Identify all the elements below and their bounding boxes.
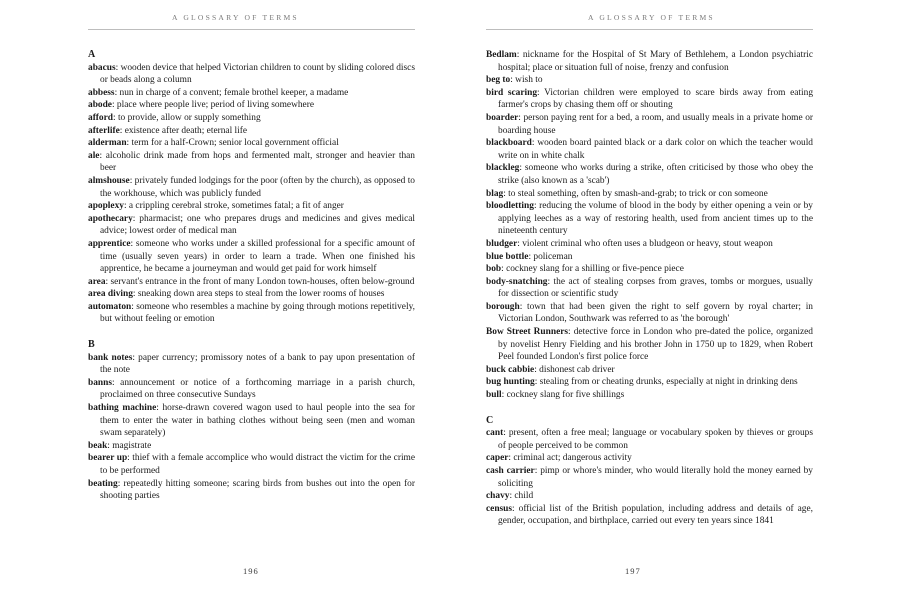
glossary-definition: : alcoholic drink made from hops and fermented malt, stronger and heavier than beer — [99, 150, 415, 174]
glossary-term: abacus — [88, 62, 116, 73]
glossary-entry — [88, 402, 415, 440]
glossary-definition: : wooden device that helped Victorian children to count by sliding colored discs or beads along a column — [100, 62, 415, 86]
glossary-term: bathing machine — [88, 403, 157, 414]
glossary-definition: : child — [509, 491, 534, 502]
glossary-entry — [486, 49, 813, 74]
glossary-entry — [486, 200, 813, 238]
glossary-entry — [486, 162, 813, 187]
glossary-column — [88, 49, 415, 503]
section-letter: B — [88, 339, 95, 351]
glossary-definition: : to steal something, often by smash-and-grab; to trick or con someone — [503, 188, 768, 199]
glossary-section — [88, 49, 415, 326]
glossary-term: Bedlam — [486, 50, 517, 60]
glossary-definition: : reducing the volume of blood in the body by either opening a vein or by applying leeches as a way of restoring health, used from ancient times up to the nineteenth century — [498, 201, 813, 237]
glossary-term: banns — [88, 377, 112, 388]
glossary-term: bull — [486, 390, 502, 401]
section-letter: C — [486, 414, 494, 426]
glossary-definition: : servant's entrance in the front of many London town-houses, often below-ground — [105, 276, 415, 287]
glossary-definition: : violent criminal who often uses a bludgeon or heavy, stout weapon — [517, 238, 773, 249]
glossary-entry — [486, 301, 813, 326]
glossary-term: bloodletting — [486, 201, 534, 212]
glossary-entry — [486, 364, 813, 377]
glossary-term: area diving — [88, 289, 133, 300]
glossary-definition: : magistrate — [107, 440, 152, 451]
glossary-definition: : paper currency; promissory notes of a bank to pay upon presentation of the note — [100, 352, 415, 376]
glossary-term: beg to — [486, 75, 511, 86]
glossary-definition: : the act of stealing corpses from graves, tombs or morgues, usually for dissection or scientific study — [498, 276, 813, 300]
glossary-term: afterlife — [88, 125, 120, 136]
glossary-section — [486, 49, 813, 402]
glossary-term: area — [88, 276, 106, 287]
glossary-term: abode — [88, 100, 112, 111]
glossary-definition: : wooden board painted black or a dark color on which the teacher would write on in white chalk — [498, 138, 813, 161]
glossary-definition: : thief with a female accomplice who would distract the victim for the crime to be performed — [100, 453, 415, 476]
glossary-definition: : cockney slang for five shillings — [501, 390, 625, 401]
glossary-entry — [88, 440, 415, 453]
glossary-entry — [88, 137, 415, 150]
glossary-entry — [88, 288, 415, 301]
glossary-entry — [486, 251, 813, 264]
glossary-definition: : someone who works under a skilled professional for a specific amount of time (usually seven years) in order to learn a trade. When one finished his apprentice, he became a journeyman and would get paid for work himself — [100, 238, 415, 275]
glossary-term: bludger — [486, 238, 518, 249]
glossary-term: boarder — [486, 112, 519, 123]
glossary-entry — [486, 188, 813, 201]
glossary-definition: : stealing from or cheating drunks, especially at night in drinking dens — [534, 377, 798, 388]
glossary-definition: : detective force in London who pre-dated the police, organized by novelist Henry Fielding and his brother John in 1750 up to 1829, when Robert Peel founded London's first police force — [498, 327, 813, 363]
glossary-term: bird scaring — [486, 87, 538, 98]
glossary-term: almshouse — [88, 175, 130, 186]
glossary-definition: : nun in charge of a convent; female brothel keeper, a madame — [114, 87, 349, 98]
glossary-entry — [88, 213, 415, 238]
header-rule — [486, 29, 813, 30]
glossary-entry — [486, 276, 813, 301]
glossary-definition: : official list of the British population, including address and details of age, gender, occupation, and birthplace, carried out every ten years since 1841 — [498, 503, 813, 527]
glossary-entry — [88, 150, 415, 175]
glossary-definition: : privately funded lodgings for the poor (often by the church), as opposed to the workhouse, which was publicly funded — [100, 175, 415, 199]
glossary-definition: : dishonest cab driver — [534, 364, 615, 375]
glossary-definition: : cockney slang for a shilling or five-pence piece — [501, 264, 684, 275]
section-letter: A — [88, 49, 96, 60]
glossary-entry — [88, 112, 415, 125]
glossary-entry — [486, 465, 813, 490]
right-page — [450, 0, 900, 600]
glossary-entry — [486, 490, 813, 503]
glossary-definition: : repeatedly hitting someone; scaring birds from bushes out into the open for shooting parties — [100, 478, 415, 502]
glossary-definition: : place where people live; period of living somewhere — [111, 100, 314, 111]
glossary-entry — [486, 238, 813, 251]
glossary-term: apothecary — [88, 213, 133, 224]
glossary-term: bug hunting — [486, 377, 535, 388]
glossary-term: apprentice — [88, 238, 131, 249]
glossary-term: ale — [88, 150, 100, 161]
glossary-entry — [486, 137, 813, 162]
glossary-definition: : announcement or notice of a forthcoming marriage in a parish church, proclaimed on three consecutive Sundays — [100, 377, 415, 401]
glossary-definition: : horse-drawn covered wagon used to haul people into the sea for them to enter the water in bathing clothes without being seen (men and woman swam separately) — [100, 403, 415, 439]
glossary-section — [486, 415, 813, 528]
glossary-term: beak — [88, 440, 108, 451]
glossary-definition: : Victorian children were employed to scare birds away from eating farmer's crops by chasing them off or shouting — [498, 87, 814, 111]
glossary-term: caper — [486, 453, 509, 464]
glossary-definition: : pharmacist; one who prepares drugs and medicines and gives medical advice; lowest order of medical man — [100, 213, 415, 237]
page-number: 196 — [243, 566, 259, 576]
glossary-entry — [88, 377, 415, 402]
glossary-entry — [88, 238, 415, 276]
glossary-term: bearer up — [88, 453, 128, 464]
glossary-definition: : policeman — [528, 251, 573, 262]
glossary-entry — [88, 301, 415, 326]
glossary-entry — [486, 326, 813, 364]
glossary-term: chavy — [486, 491, 510, 502]
glossary-entry — [88, 87, 415, 100]
glossary-definition: : pimp or whore's minder, who would literally hold the money earned by soliciting — [498, 466, 813, 489]
glossary-entry — [88, 200, 415, 213]
glossary-definition: : someone who works during a strike, often criticised by those who obey the strike (also known as a 'scab') — [498, 163, 813, 186]
glossary-column — [486, 49, 813, 528]
glossary-term: borough — [486, 301, 520, 312]
glossary-entry — [486, 74, 813, 87]
glossary-term: abbess — [88, 87, 115, 98]
glossary-definition: : nickname for the Hospital of St Mary of Bethlehem, a London psychiatric hospital; place or situation full of noise, frenzy and confusion — [498, 50, 813, 73]
glossary-term: blackboard — [486, 138, 532, 149]
running-head: A GLOSSARY OF TERMS — [588, 13, 715, 22]
glossary-entry — [88, 99, 415, 112]
glossary-entry — [486, 389, 813, 402]
glossary-section — [88, 339, 415, 503]
glossary-term: blag — [486, 188, 504, 199]
glossary-entry — [486, 87, 813, 112]
glossary-term: census — [486, 503, 513, 514]
glossary-term: body-snatching — [486, 276, 548, 287]
glossary-definition: : a crippling cerebral stroke, sometimes fatal; a fit of anger — [123, 201, 344, 212]
glossary-entry — [88, 452, 415, 477]
glossary-definition: : present, often a free meal; language or vocabulary spoken by thieves or groups of people perceived to be common — [498, 428, 813, 451]
glossary-entry — [486, 112, 813, 137]
page-number: 197 — [625, 566, 641, 576]
glossary-term: apoplexy — [88, 201, 124, 212]
glossary-term: blue bottle — [486, 251, 529, 262]
glossary-entry — [486, 452, 813, 465]
glossary-term: cash carrier — [486, 466, 535, 476]
glossary-term: bank notes — [88, 352, 133, 363]
glossary-entry — [88, 352, 415, 377]
glossary-definition: : wish to — [510, 75, 543, 86]
glossary-definition: : existence after death; eternal life — [119, 125, 248, 136]
glossary-definition: : criminal act; dangerous activity — [508, 453, 632, 464]
glossary-term: buck cabbie — [486, 364, 535, 375]
glossary-definition: : to provide, allow or supply something — [113, 112, 261, 123]
glossary-definition: : term for a half-Crown; senior local government official — [126, 138, 339, 149]
glossary-term: bob — [486, 264, 502, 275]
glossary-entry — [88, 276, 415, 289]
glossary-term: cant — [486, 428, 504, 439]
glossary-definition: : sneaking down area steps to steal from the lower rooms of houses — [132, 289, 385, 300]
glossary-entry — [88, 125, 415, 138]
glossary-entry — [88, 175, 415, 200]
glossary-definition: : town that had been given the right to self govern by royal charter; in Victorian London, Southwark was referred to as 'the borough' — [498, 301, 813, 325]
glossary-definition: : someone who resembles a machine by going through motions repetitively, but without feeling or emotion — [100, 301, 415, 325]
glossary-term: automaton — [88, 301, 132, 312]
glossary-entry — [486, 376, 813, 389]
glossary-definition: : person paying rent for a bed, a room, and usually meals in a private home or boarding house — [498, 112, 813, 136]
glossary-term: blackleg — [486, 163, 520, 174]
glossary-entry — [486, 503, 813, 528]
glossary-entry — [486, 427, 813, 452]
running-head: A GLOSSARY OF TERMS — [172, 13, 299, 22]
glossary-term: Bow Street Runners — [486, 327, 569, 338]
glossary-term: beating — [88, 478, 118, 489]
header-rule — [88, 29, 415, 30]
glossary-entry — [486, 263, 813, 276]
glossary-term: alderman — [88, 138, 127, 149]
glossary-entry — [88, 478, 415, 503]
glossary-term: afford — [88, 112, 113, 123]
glossary-entry — [88, 62, 415, 87]
